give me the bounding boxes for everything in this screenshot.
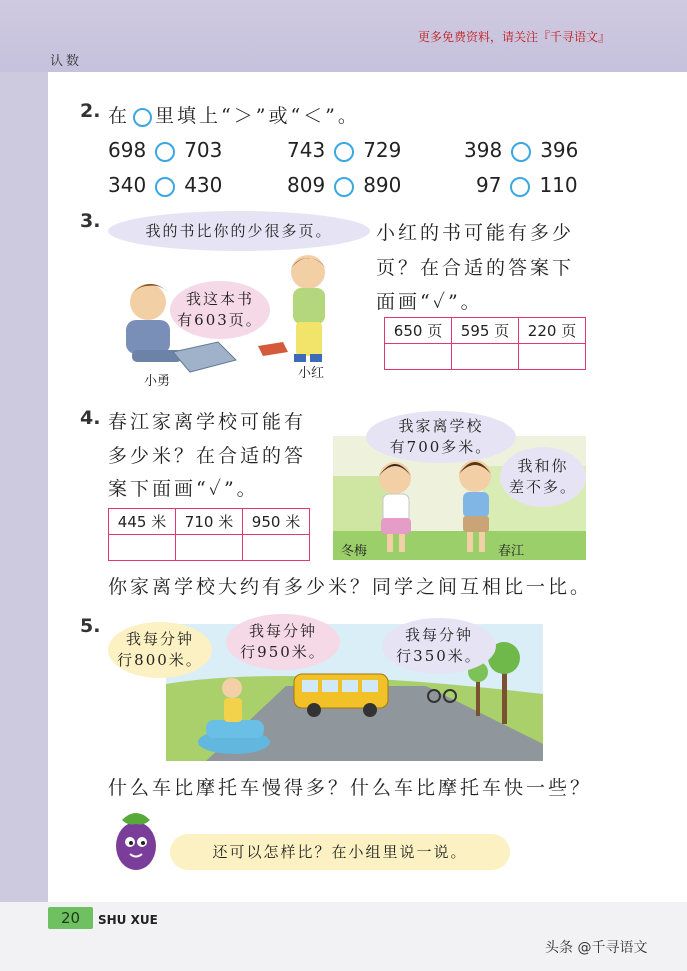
- q4-number: 4.: [80, 407, 101, 429]
- check-cell[interactable]: [452, 344, 519, 370]
- name-label: 小红: [298, 366, 325, 381]
- answer-circle[interactable]: [511, 142, 531, 162]
- tip-bubble: 还可以怎样比？在小组里说一说。: [170, 834, 510, 870]
- check-cell[interactable]: [109, 535, 176, 561]
- subject-label: SHU XUE: [98, 913, 158, 927]
- watermark: 头条 @千寻语文: [545, 940, 648, 956]
- q3-number: 3.: [80, 210, 101, 232]
- check-cell[interactable]: [176, 535, 243, 561]
- option-cell: 710 米: [176, 509, 243, 535]
- name-label: 春江: [498, 544, 525, 559]
- q2-number: 2.: [80, 100, 101, 122]
- compare-item: 809 890: [287, 173, 402, 197]
- check-cell[interactable]: [385, 344, 452, 370]
- compare-item: 340 430: [108, 173, 223, 197]
- speech-bubble: 我和你 差不多。: [500, 447, 586, 507]
- option-cell: 595 页: [452, 318, 519, 344]
- answer-table: [108, 508, 310, 561]
- answer-circle[interactable]: [155, 142, 175, 162]
- q2-instruction: [108, 101, 360, 128]
- answer-circle[interactable]: [334, 142, 354, 162]
- q3-question-line: 小红的书可能有多少: [376, 222, 575, 244]
- q4-question-line: 案下面画“✓”。: [108, 478, 259, 500]
- circle-icon: [133, 108, 152, 127]
- option-cell: 445 米: [109, 509, 176, 535]
- name-label: 小勇: [144, 374, 171, 389]
- option-cell: 220 页: [519, 318, 586, 344]
- check-cell[interactable]: [243, 535, 310, 561]
- q5-question: 什么车比摩托车慢得多？什么车比摩托车快一些？: [108, 777, 593, 799]
- compare-item: 698 703: [108, 138, 223, 162]
- check-cell[interactable]: [519, 344, 586, 370]
- speech-bubble: 我的书比你的少很多页。: [108, 211, 370, 251]
- q3-question-line: 面画“✓”。: [376, 291, 483, 313]
- speech-bubble: 我每分钟 行950米。: [226, 614, 340, 670]
- q5-number: 5.: [80, 615, 101, 637]
- speech-bubble: 我这本书 有603页。: [170, 281, 270, 339]
- speech-bubble: 我每分钟 行350米。: [382, 618, 496, 674]
- section-title: 认数: [50, 54, 83, 69]
- option-cell: 950 米: [243, 509, 310, 535]
- promo-text: 更多免费资料，请关注『千寻语文』: [418, 30, 611, 44]
- q4-question-line: 春江家离学校可能有: [108, 411, 307, 433]
- q2-instruction-post: 里填上“＞”或“＜”。: [155, 105, 360, 127]
- q3-question-line: 页？在合适的答案下: [376, 257, 575, 279]
- speech-bubble: 我家离学校 有700多米。: [366, 411, 516, 463]
- q4-question-line: 多少米？在合适的答: [108, 445, 307, 467]
- option-cell: 650 页: [385, 318, 452, 344]
- answer-circle[interactable]: [510, 177, 530, 197]
- page-margin: [0, 72, 48, 902]
- speech-bubble: 我每分钟 行800米。: [108, 622, 212, 678]
- eggplant-mascot-icon: [106, 802, 168, 874]
- compare-item: 97 110: [476, 173, 578, 197]
- q4-followup: 你家离学校大约有多少米？同学之间互相比一比。: [108, 576, 593, 598]
- q2-instruction-pre: 在: [108, 105, 131, 127]
- name-label: 冬梅: [341, 544, 368, 559]
- answer-table: [384, 317, 586, 370]
- answer-circle[interactable]: [155, 177, 175, 197]
- answer-circle[interactable]: [334, 177, 354, 197]
- page-number: 20: [48, 907, 93, 929]
- compare-item: 743 729: [287, 138, 402, 162]
- compare-item: 398 396: [464, 138, 579, 162]
